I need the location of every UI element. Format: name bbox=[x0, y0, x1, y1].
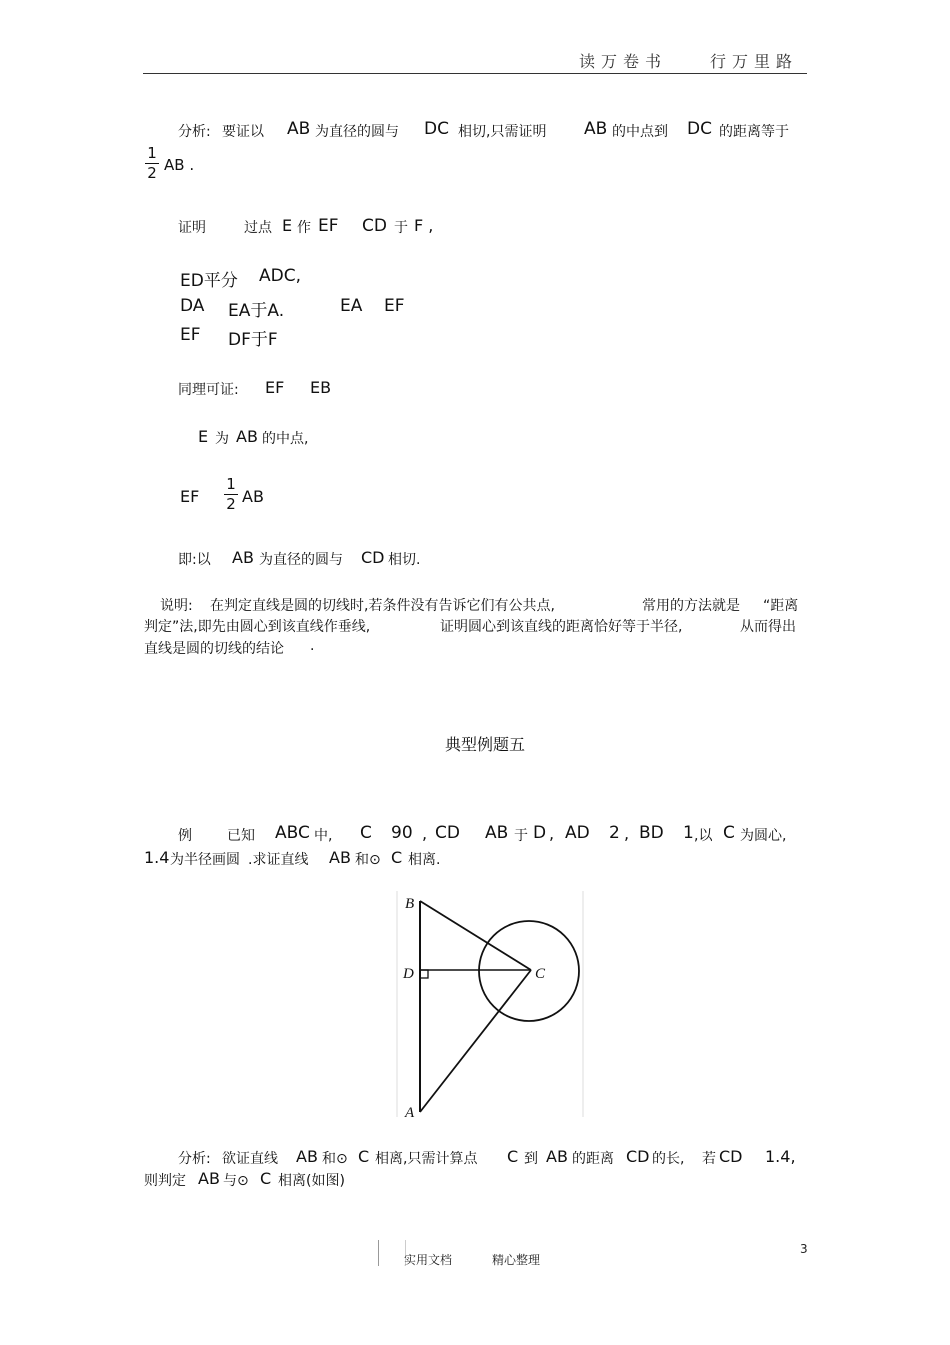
analysis-dc-1: DC bbox=[424, 119, 449, 139]
example-c: C bbox=[360, 823, 372, 843]
analysis2-label: 分析: bbox=[178, 1151, 211, 1167]
step-3-b: DF于F bbox=[228, 330, 278, 350]
similar-eb: EB bbox=[310, 378, 332, 397]
mid-ab: AB bbox=[236, 427, 258, 446]
label-d: D bbox=[403, 966, 414, 982]
circle-c bbox=[479, 921, 579, 1021]
fraction-denominator: 2 bbox=[147, 164, 157, 182]
step-2-c: EA bbox=[340, 296, 363, 316]
proof-text-1: 过点 bbox=[244, 220, 272, 236]
step-1-b: ADC, bbox=[259, 266, 301, 286]
page-number: 3 bbox=[800, 1242, 808, 1256]
analysis-label: 分析: bbox=[178, 124, 211, 140]
example-comma-2: , bbox=[549, 824, 555, 843]
example-c-2: C bbox=[723, 823, 735, 843]
analysis2-line-2-c: 与⊙ bbox=[223, 1173, 249, 1189]
example-ab: AB bbox=[485, 823, 509, 843]
example-label: 例 bbox=[178, 828, 192, 844]
step-2-b: EA于A. bbox=[228, 301, 285, 321]
example-90: 90 bbox=[391, 823, 413, 843]
mid-text-1: 为 bbox=[215, 431, 229, 447]
analysis-text-5: 的距离等于 bbox=[719, 124, 789, 140]
step-2-d: EF bbox=[384, 296, 405, 316]
analysis2-c: C bbox=[358, 1147, 370, 1166]
note-label: 说明: bbox=[160, 598, 193, 614]
analysis2-line-2-c-letter: C bbox=[260, 1169, 272, 1188]
analysis2-text-3: 相离,只需计算点 bbox=[375, 1151, 478, 1167]
conclusion-text-2: 为直径的圆与 bbox=[259, 552, 343, 568]
analysis2-text-4: 到 bbox=[524, 1151, 538, 1167]
segment-bc bbox=[420, 901, 531, 970]
conclusion-text-3: 相切. bbox=[388, 552, 421, 568]
example-ad: AD bbox=[565, 823, 590, 843]
example-text-2: 中, bbox=[314, 828, 333, 844]
header-rule bbox=[143, 73, 807, 74]
example-line-2-c: .求证直线 bbox=[248, 852, 309, 868]
proof-f: F , bbox=[414, 216, 434, 235]
similar-label: 同理可证: bbox=[178, 382, 239, 398]
conclusion-text-1: 即:以 bbox=[178, 552, 211, 568]
proof-text-3: 于 bbox=[394, 220, 408, 236]
conclusion-ab: AB bbox=[232, 548, 254, 567]
segment-ac bbox=[420, 970, 531, 1112]
example-text-4: ,以 bbox=[694, 828, 713, 844]
analysis2-ab-2: AB bbox=[546, 1147, 568, 1166]
analysis2-text-5: 的距离 bbox=[572, 1151, 614, 1167]
note-line-2-a: 判定”法,即先由圆心到该直线作垂线, bbox=[144, 619, 371, 635]
analysis-tail: AB . bbox=[164, 156, 195, 174]
similar-ef: EF bbox=[265, 378, 285, 397]
header-right: 行万里路 bbox=[710, 52, 799, 71]
conclusion-cd: CD bbox=[361, 548, 385, 567]
fraction-half-1 bbox=[145, 145, 159, 182]
analysis-text-1: 要证以 bbox=[222, 124, 264, 140]
analysis2-text-7: 若 bbox=[702, 1151, 716, 1167]
example-2: 2 bbox=[609, 823, 620, 843]
analysis2-text-2: 和⊙ bbox=[322, 1151, 348, 1167]
analysis2-line-2-e: 相离(如图) bbox=[278, 1173, 345, 1189]
fraction-half-2 bbox=[224, 476, 238, 513]
example-line-2-e: 和⊙ bbox=[355, 852, 381, 868]
note-line-1-c: 常用的方法就是 bbox=[642, 598, 740, 614]
example-text-1: 已知 bbox=[227, 828, 255, 844]
eq-ab: AB bbox=[242, 487, 264, 506]
example-comma-3: , bbox=[624, 824, 630, 843]
analysis-ab-1: AB bbox=[287, 119, 311, 139]
label-a: A bbox=[405, 1105, 415, 1120]
step-3-a: EF bbox=[180, 325, 201, 345]
footer-left: 实用文档 bbox=[404, 1253, 453, 1267]
proof-cd: CD bbox=[362, 216, 387, 236]
example-radius: 1.4 bbox=[144, 848, 170, 867]
analysis2-line-2-a: 则判定 bbox=[144, 1173, 186, 1189]
analysis2-line-2-ab: AB bbox=[198, 1169, 220, 1188]
proof-ef: EF bbox=[318, 216, 339, 236]
analysis2-text-6: 的长, bbox=[652, 1151, 685, 1167]
analysis-text-4: 的中点到 bbox=[612, 124, 668, 140]
fraction-numerator: 1 bbox=[226, 475, 236, 493]
mid-text-2: 的中点, bbox=[262, 431, 309, 447]
analysis2-cd: CD bbox=[626, 1147, 650, 1166]
note-line-3-period: . bbox=[310, 638, 315, 654]
example-line-2-b: 为半径画圆 bbox=[170, 852, 240, 868]
analysis-text-3: 相切,只需证明 bbox=[458, 124, 547, 140]
step-1-a: ED平分 bbox=[180, 271, 238, 291]
example-line-2-ab: AB bbox=[329, 848, 351, 867]
section-title: 典型例题五 bbox=[445, 735, 526, 754]
example-1: 1 bbox=[683, 823, 694, 843]
geometry-figure bbox=[396, 888, 586, 1120]
example-line-2-g: 相离. bbox=[408, 852, 441, 868]
analysis-text-2: 为直径的圆与 bbox=[315, 124, 399, 140]
mid-e: E bbox=[198, 427, 209, 446]
example-abc: ABC bbox=[275, 823, 310, 843]
note-line-2-c: 从而得出 bbox=[740, 619, 796, 635]
example-bd: BD bbox=[639, 823, 664, 843]
proof-e: E bbox=[282, 216, 293, 235]
analysis2-ab: AB bbox=[296, 1147, 318, 1166]
example-d: D bbox=[533, 823, 547, 843]
eq-ef: EF bbox=[180, 487, 200, 506]
analysis2-value: 1.4, bbox=[765, 1147, 796, 1166]
analysis2-c-2: C bbox=[507, 1147, 519, 1166]
header-left: 读万卷书 bbox=[579, 52, 668, 71]
footer-right: 精心整理 bbox=[492, 1253, 541, 1267]
step-2-a: DA bbox=[180, 296, 205, 316]
footer-divider bbox=[378, 1240, 379, 1266]
example-line-2-c-letter: C bbox=[391, 848, 403, 867]
example-comma-1: , bbox=[422, 824, 428, 843]
analysis2-cd-2: CD bbox=[719, 1147, 743, 1166]
fraction-numerator: 1 bbox=[147, 144, 157, 162]
example-text-5: 为圆心, bbox=[740, 828, 787, 844]
fraction-denominator: 2 bbox=[226, 495, 236, 513]
example-cd: CD bbox=[435, 823, 460, 843]
note-line-2-b: 证明圆心到该直线的距离恰好等于半径, bbox=[440, 619, 683, 635]
analysis-ab-2: AB bbox=[584, 119, 608, 139]
note-line-1-d: “距离 bbox=[763, 598, 799, 614]
label-c: C bbox=[535, 966, 546, 982]
label-b: B bbox=[405, 896, 415, 912]
example-text-3: 于 bbox=[514, 828, 528, 844]
proof-label: 证明 bbox=[178, 220, 206, 236]
right-angle-mark bbox=[420, 970, 428, 978]
analysis-dc-2: DC bbox=[687, 119, 712, 139]
proof-text-2: 作 bbox=[297, 220, 311, 236]
note-line-3: 直线是圆的切线的结论 bbox=[144, 641, 284, 657]
note-line-1-b: 在判定直线是圆的切线时,若条件没有告诉它们有公共点, bbox=[210, 598, 555, 614]
analysis2-text-1: 欲证直线 bbox=[222, 1151, 278, 1167]
